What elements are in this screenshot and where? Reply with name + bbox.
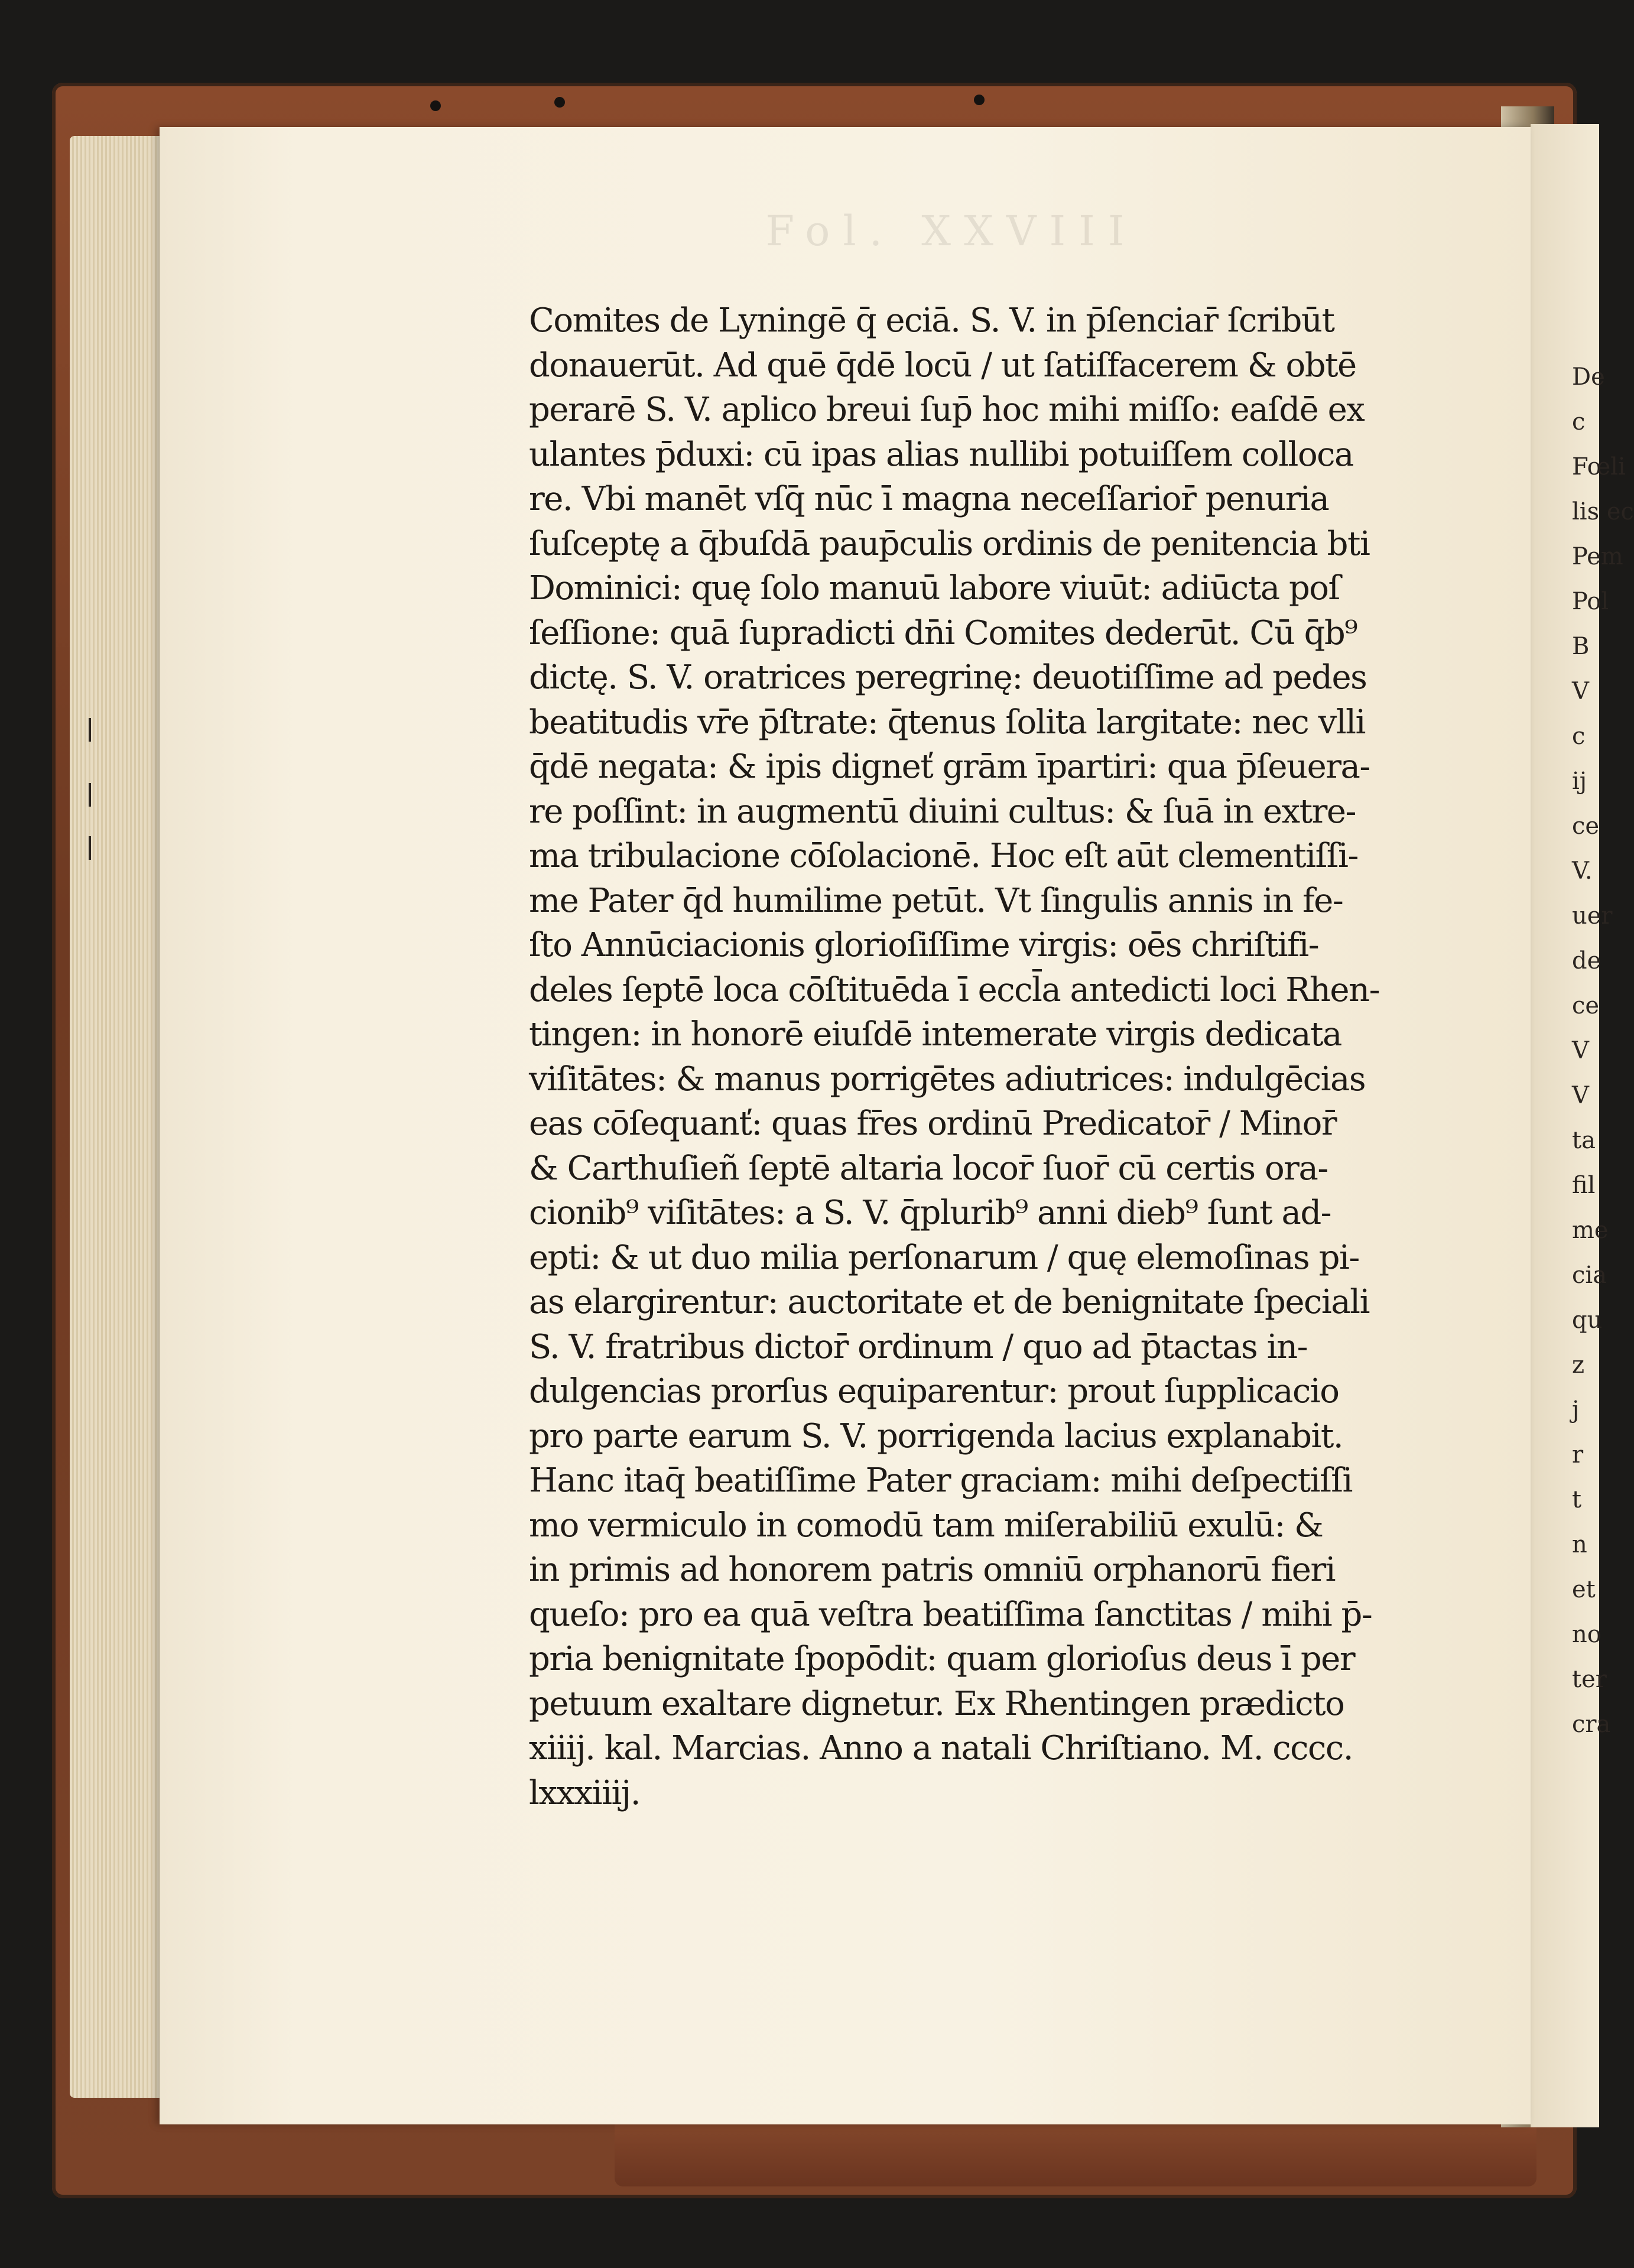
facing-text-fragment: De xyxy=(1572,363,1605,391)
text-line: in primis ad honorem patris omniū orphanorū fieri xyxy=(529,1551,1336,1589)
facing-text-fragment: Pem xyxy=(1572,543,1623,570)
text-line: deles ſeptē loca cōſtituēda ī eccl̄a antedicti loci Rhen- xyxy=(529,970,1380,1009)
facing-text-fragment: V xyxy=(1572,678,1589,705)
wormhole xyxy=(554,97,565,108)
facing-text-fragment: cra xyxy=(1572,1711,1611,1738)
facing-text-fragment: fil xyxy=(1572,1172,1596,1199)
text-line: petuum exaltare dignetur. Ex Rhentingen prædicto xyxy=(529,1684,1344,1723)
facing-text-fragment: Pol xyxy=(1572,588,1609,615)
facing-text-fragment: qu xyxy=(1572,1307,1603,1334)
text-line: tingen: in honorē eiuſdē intemerate virgis dedicata xyxy=(529,1015,1341,1054)
text-line: Comites de Lyningē q̄ eciā. S. V. in p̄ſenciar̄ ſcribūt xyxy=(529,301,1334,340)
text-line: cionib⁹ viſitātes: a S. V. q̄plurib⁹ anni dieb⁹ ſunt ad- xyxy=(529,1194,1331,1232)
margin-mark xyxy=(89,836,91,860)
facing-text-fragment: B xyxy=(1572,633,1590,660)
text-line: ma tribulacione cōſolacionē. Hoc eſt aūt clementiſſi- xyxy=(529,837,1358,875)
facing-text-fragment: ce xyxy=(1572,992,1600,1019)
facing-text-fragment: r xyxy=(1572,1441,1584,1468)
facing-text-fragment: ter xyxy=(1572,1666,1607,1693)
body-text xyxy=(529,298,1383,1815)
facing-page-text xyxy=(1572,355,1634,1747)
wormhole xyxy=(430,100,441,111)
facing-text-fragment: j xyxy=(1572,1396,1580,1424)
text-line: Hanc itaq̄ beatiſſime Pater graciam: mihi deſpectiſſi xyxy=(529,1461,1352,1500)
text-line: pria benignitate ſpopōdit: quam glorioſus deus ī per xyxy=(529,1640,1355,1678)
facing-text-fragment: V. xyxy=(1572,857,1593,885)
text-line: ulantes p̄duxi: cū ipas alias nullibi potuiſſem colloca xyxy=(529,435,1353,474)
text-line: Dominici: quę ſolo manuū labore viuūt: adiūcta poſ xyxy=(529,569,1340,607)
facing-text-fragment: cia xyxy=(1572,1262,1607,1289)
facing-text-fragment: no xyxy=(1572,1621,1601,1648)
text-line: pro parte earum S. V. porrigenda lacius explanabit. xyxy=(529,1416,1343,1455)
facing-text-fragment: t xyxy=(1572,1486,1582,1513)
facing-text-fragment: V xyxy=(1572,1082,1589,1109)
text-line: perarē S. V. aplico breui ſup̄ hoc mihi miſſo: eaſdē ex xyxy=(529,391,1365,429)
text-line: viſitātes: & manus porrigētes adiutrices: indulgēcias xyxy=(529,1060,1366,1099)
facing-text-fragment: ta xyxy=(1572,1127,1596,1154)
text-line: lxxxiiij. xyxy=(529,1773,641,1812)
facing-text-fragment: Fœli xyxy=(1572,453,1626,480)
text-line: & Carthuſieñ ſeptē altaria locor̄ ſuor̄ cū certis ora- xyxy=(529,1149,1328,1188)
text-line: queſo: pro ea quā veſtra beatiſſima ſanctitas / mihi p̄- xyxy=(529,1595,1372,1634)
facing-text-fragment: V xyxy=(1572,1037,1589,1064)
facing-text-fragment: de xyxy=(1572,947,1601,974)
facing-text-fragment: lis ec xyxy=(1572,498,1634,525)
text-line: mo vermiculo in comodū tam miſerabiliū exulū: & xyxy=(529,1506,1323,1545)
text-line: S. V. fratribus dictor̄ ordinum / quo ad p̄tactas in- xyxy=(529,1327,1307,1366)
text-line: donauerūt. Ad quē q̄dē locū / ut ſatiſfacerem & obtē xyxy=(529,346,1356,385)
text-line: re poſſint: in augmentū diuini cultus: & ſuā in extre- xyxy=(529,792,1356,831)
facing-text-fragment: et xyxy=(1572,1576,1596,1603)
facing-text-fragment: ce xyxy=(1572,813,1600,840)
running-head: Fol. XXVIII xyxy=(765,207,1138,255)
wormhole xyxy=(974,95,985,105)
text-line: eas cōſequanť: quas fr̄es ordinū Predicator̄ / Minor̄ xyxy=(529,1104,1337,1143)
text-line: dulgencias prorſus equiparentur: prout ſupplicacio xyxy=(529,1372,1339,1411)
facing-text-fragment: c xyxy=(1572,408,1586,436)
text-line: dictę. S. V. oratrices peregrinę: deuotiſſime ad pedes xyxy=(529,658,1367,697)
margin-mark xyxy=(89,783,91,807)
facing-text-fragment: z xyxy=(1572,1351,1585,1379)
facing-text-fragment: uer xyxy=(1572,902,1613,930)
facing-text-fragment: me xyxy=(1572,1217,1609,1244)
text-line: as elargirentur: auctoritate et de benignitate ſpeciali xyxy=(529,1283,1369,1321)
text-line: ſeſſione: quā ſupradicti dn̄i Comites dederūt. Cū q̄b⁹ xyxy=(529,613,1357,652)
text-line: me Pater q̄d humilime petūt. Vt ſingulis annis in fe- xyxy=(529,881,1343,920)
text-line: epti: & ut duo milia perſonarum / quę elemoſinas pi- xyxy=(529,1238,1359,1277)
facing-text-fragment: ij xyxy=(1572,768,1587,795)
text-line: beatitudis vr̄e p̄ſtrate: q̄tenus ſolita largitate: nec vlli xyxy=(529,703,1365,742)
text-line: re. Vbi manēt vſq̄ nūc ī magna neceſſarior̄ penuria xyxy=(529,480,1329,518)
text-line: ſuſceptę a q̄buſdā paup̄culis ordinis de penitencia bti xyxy=(529,524,1370,563)
text-line: ſto Annūciacionis glorioſiſſime virgis: oēs chriſtifi- xyxy=(529,926,1319,964)
facing-text-fragment: c xyxy=(1572,723,1586,750)
margin-mark xyxy=(89,718,91,742)
text-line: q̄dē negata: & ipis digneť grām īpartiri: qua p̄ſeuera- xyxy=(529,748,1370,786)
text-line: xiiij. kal. Marcias. Anno a natali Chriſtiano. M. cccc. xyxy=(529,1729,1353,1767)
facing-text-fragment: n xyxy=(1572,1531,1587,1558)
